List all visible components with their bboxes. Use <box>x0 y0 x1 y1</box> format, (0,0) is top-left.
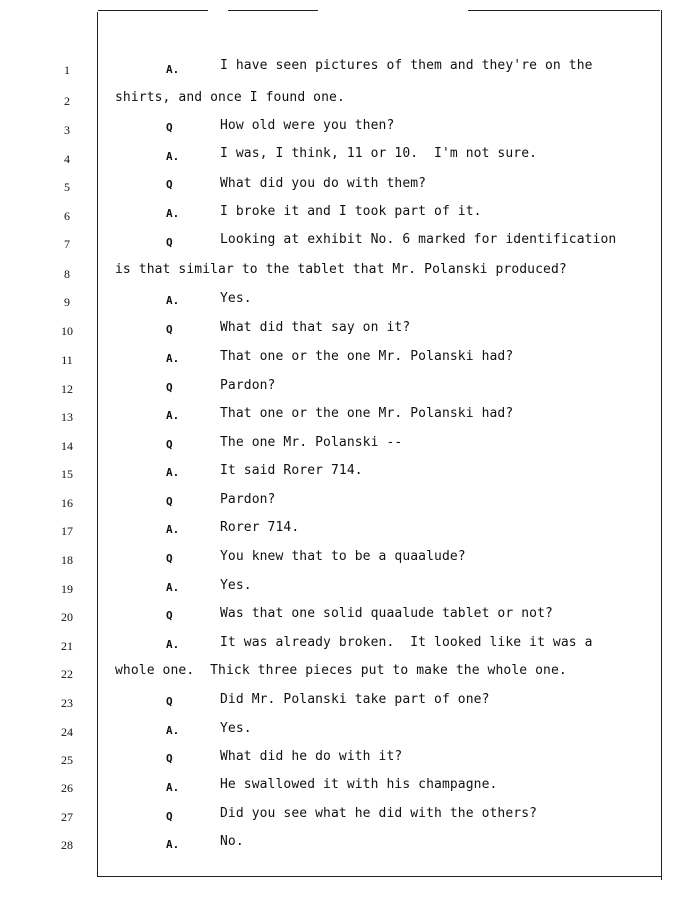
transcript-text: I was, I think, 11 or 10. I'm not sure. <box>220 146 538 161</box>
transcript-text: Did Mr. Polanski take part of one? <box>220 692 490 707</box>
line-number: 23 <box>61 696 73 710</box>
transcript-text: It was already broken. It looked like it was a <box>220 635 593 650</box>
speaker-label: Q <box>166 495 173 508</box>
line-number: 10 <box>61 324 73 338</box>
transcript-text: No. <box>220 834 244 849</box>
top-rule <box>98 10 208 11</box>
left-margin-rule <box>97 12 98 877</box>
line-number: 13 <box>61 410 73 424</box>
transcript-text: That one or the one Mr. Polanski had? <box>220 349 514 364</box>
line-number: 18 <box>61 553 73 567</box>
speaker-label: Q <box>166 236 173 249</box>
transcript-text: whole one. Thick three pieces put to make the whole one. <box>115 663 567 678</box>
transcript-text: What did that say on it? <box>220 320 411 335</box>
line-number: 5 <box>64 180 70 194</box>
line-number: 1 <box>64 63 70 77</box>
line-number: 27 <box>61 810 73 824</box>
line-number: 15 <box>61 467 73 481</box>
top-rule <box>468 10 660 11</box>
transcript-text: Rorer 714. <box>220 520 300 535</box>
transcript-text: What did he do with it? <box>220 749 403 764</box>
speaker-label: Q <box>166 121 173 134</box>
speaker-label: Q <box>166 752 173 765</box>
speaker-label: Q <box>166 695 173 708</box>
transcript-text: shirts, and once I found one. <box>115 90 345 105</box>
transcript-text: Pardon? <box>220 492 276 507</box>
speaker-label: Q <box>166 178 173 191</box>
line-number: 20 <box>61 610 73 624</box>
line-number: 17 <box>61 524 73 538</box>
transcript-text: is that similar to the tablet that Mr. Polanski produced? <box>115 262 567 277</box>
transcript-text: I have seen pictures of them and they're on the <box>220 58 593 73</box>
line-number: 8 <box>64 267 70 281</box>
line-number: 25 <box>61 753 73 767</box>
speaker-label: A. <box>166 638 180 651</box>
line-number: 11 <box>61 353 73 367</box>
line-number: 6 <box>64 209 70 223</box>
speaker-label: Q <box>166 438 173 451</box>
transcript-text: It said Rorer 714. <box>220 463 363 478</box>
line-number: 24 <box>61 725 73 739</box>
speaker-label: A. <box>166 781 180 794</box>
line-number: 22 <box>61 667 73 681</box>
bottom-rule <box>97 876 662 877</box>
speaker-label: A. <box>166 838 180 851</box>
speaker-label: Q <box>166 609 173 622</box>
line-number: 14 <box>61 439 73 453</box>
speaker-label: A. <box>166 207 180 220</box>
speaker-label: A. <box>166 352 180 365</box>
line-number: 12 <box>61 382 73 396</box>
transcript-text: Pardon? <box>220 378 276 393</box>
line-number: 26 <box>61 781 73 795</box>
line-number: 4 <box>64 152 70 166</box>
speaker-label: A. <box>166 150 180 163</box>
speaker-label: A. <box>166 466 180 479</box>
speaker-label: A. <box>166 523 180 536</box>
transcript-text: I broke it and I took part of it. <box>220 204 482 219</box>
line-number: 3 <box>64 123 70 137</box>
speaker-label: Q <box>166 552 173 565</box>
right-margin-rule <box>661 10 662 880</box>
line-number: 2 <box>64 94 70 108</box>
transcript-text: Looking at exhibit No. 6 marked for identification <box>220 232 617 247</box>
line-number: 21 <box>61 639 73 653</box>
transcript-text: How old were you then? <box>220 118 395 133</box>
speaker-label: Q <box>166 323 173 336</box>
transcript-text: The one Mr. Polanski -- <box>220 435 403 450</box>
transcript-text: That one or the one Mr. Polanski had? <box>220 406 514 421</box>
speaker-label: A. <box>166 409 180 422</box>
transcript-text: Yes. <box>220 291 252 306</box>
transcript-text: Did you see what he did with the others? <box>220 806 538 821</box>
transcript-text: He swallowed it with his champagne. <box>220 777 498 792</box>
transcript-text: You knew that to be a quaalude? <box>220 549 466 564</box>
speaker-label: A. <box>166 63 180 76</box>
speaker-label: A. <box>166 581 180 594</box>
speaker-label: Q <box>166 381 173 394</box>
transcript-text: What did you do with them? <box>220 176 427 191</box>
line-number: 9 <box>64 295 70 309</box>
transcript-text: Yes. <box>220 721 252 736</box>
line-number: 19 <box>61 582 73 596</box>
speaker-label: Q <box>166 810 173 823</box>
transcript-text: Yes. <box>220 578 252 593</box>
speaker-label: A. <box>166 724 180 737</box>
top-rule <box>228 10 318 11</box>
transcript-text: Was that one solid quaalude tablet or not? <box>220 606 553 621</box>
line-number: 7 <box>64 237 70 251</box>
line-number: 28 <box>61 838 73 852</box>
speaker-label: A. <box>166 294 180 307</box>
line-number: 16 <box>61 496 73 510</box>
